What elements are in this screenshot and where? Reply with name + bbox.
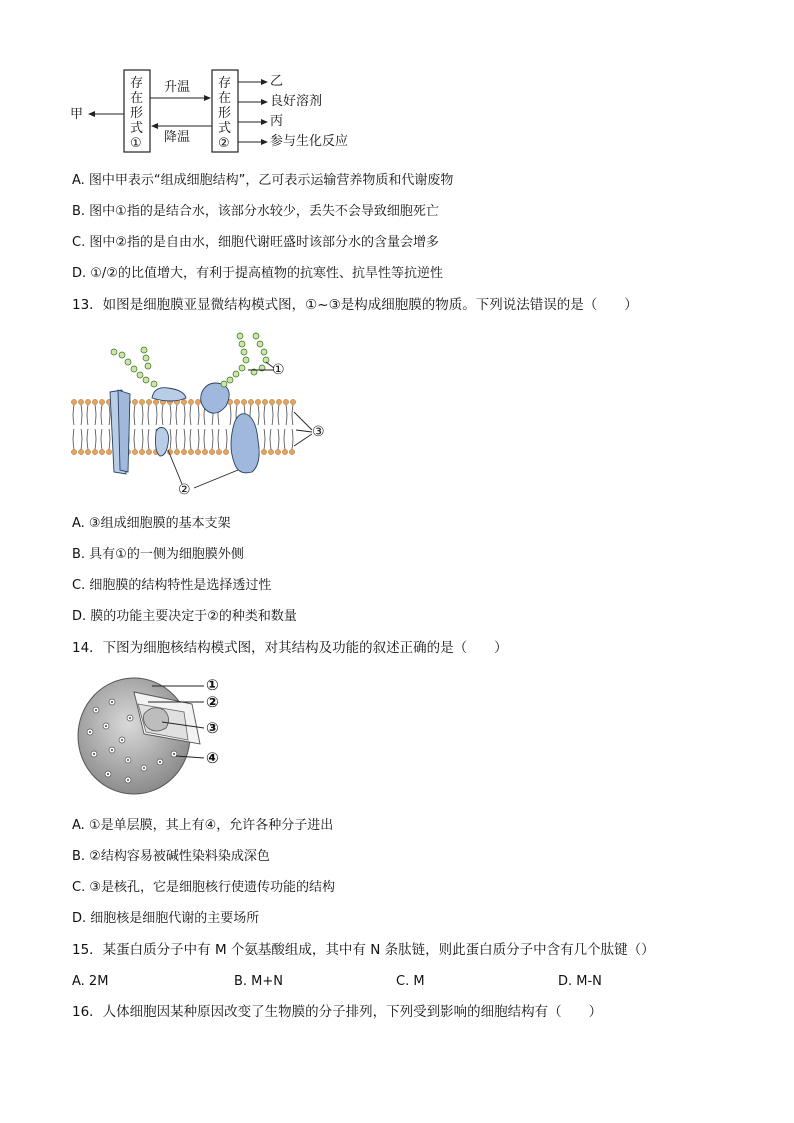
q15-option-c: C. M (396, 974, 425, 989)
label-bing: 丙 (270, 114, 284, 129)
q12-option-a: A. 图中甲表示“组成细胞结构”，乙可表示运输营养物质和代谢废物 (72, 173, 454, 188)
nucleus-label-4: ④ (206, 749, 219, 767)
nucleus-label-3: ③ (206, 719, 219, 737)
box2-char: 在 (218, 91, 232, 106)
cell-membrane-figure (68, 322, 338, 502)
q15-option-b: B. M+N (234, 974, 284, 989)
box1-char: 存 (130, 76, 144, 91)
q12-option-b: B. 图中①指的是结合水，该部分水较少，丢失不会导致细胞死亡 (72, 204, 439, 219)
nucleus-label-1: ① (206, 676, 219, 694)
box2-char: 形 (218, 106, 232, 121)
label-good-solvent: 良好溶剂 (270, 94, 323, 109)
q15-option-a: A. 2M (72, 974, 109, 989)
label-jia: 甲 (70, 107, 84, 122)
q13-option-d: D. 膜的功能主要决定于②的种类和数量 (72, 609, 297, 624)
label-biochem-reaction: 参与生化反应 (270, 134, 349, 149)
box1-char: 形 (130, 106, 144, 121)
q14-stem: 14．下图为细胞核结构模式图，对其结构及功能的叙述正确的是（ ） (72, 640, 508, 656)
q12-option-c: C. 图中②指的是自由水，细胞代谢旺盛时该部分水的含量会增多 (72, 235, 439, 250)
nucleus-label-2: ② (206, 693, 219, 711)
box2-char: 式 (218, 121, 232, 136)
q13-stem: 13．如图是细胞膜亚显微结构模式图，①~③是构成细胞膜的物质。下列说法错误的是（ ） (72, 297, 638, 313)
box1-char: 式 (130, 121, 144, 136)
q12-option-d: D. ①/②的比值增大，有利于提高植物的抗寒性、抗旱性等抗逆性 (72, 266, 443, 281)
cell-membrane-drawing (68, 322, 338, 502)
box2-char: 存 (218, 76, 232, 91)
q16-stem: 16．人体细胞因某种原因改变了生物膜的分子排列，下列受到影响的细胞结构有（ ） (72, 1004, 603, 1020)
box1-char: 在 (130, 91, 144, 106)
membrane-label-2: ② (178, 482, 191, 498)
label-heat-up: 升温 (164, 80, 191, 95)
q15-option-d: D. M-N (558, 974, 602, 989)
q14-option-d: D. 细胞核是细胞代谢的主要场所 (72, 911, 260, 926)
q13-option-c: C. 细胞膜的结构特性是选择透过性 (72, 578, 272, 593)
q15-stem: 15．某蛋白质分子中有 M 个氨基酸组成，其中有 N 条肽链，则此蛋白质分子中含有几个肽键（） (72, 942, 655, 958)
box1-char: ① (130, 136, 142, 151)
q13-option-a: A. ③组成细胞膜的基本支架 (72, 516, 231, 531)
nucleus-figure (72, 670, 242, 800)
q14-option-a: A. ①是单层膜，其上有④，允许各种分子进出 (72, 818, 334, 833)
q14-option-b: B. ②结构容易被碱性染料染成深色 (72, 849, 270, 864)
water-form-diagram (70, 64, 370, 160)
label-yi: 乙 (270, 74, 284, 89)
membrane-label-1: ① (272, 362, 285, 378)
q14-option-c: C. ③是核孔，它是细胞核行使遗传功能的结构 (72, 880, 335, 895)
box2-char: ② (218, 136, 230, 151)
q13-option-b: B. 具有①的一侧为细胞膜外侧 (72, 547, 244, 562)
membrane-label-3: ③ (312, 424, 325, 440)
label-cool-down: 降温 (164, 130, 191, 145)
